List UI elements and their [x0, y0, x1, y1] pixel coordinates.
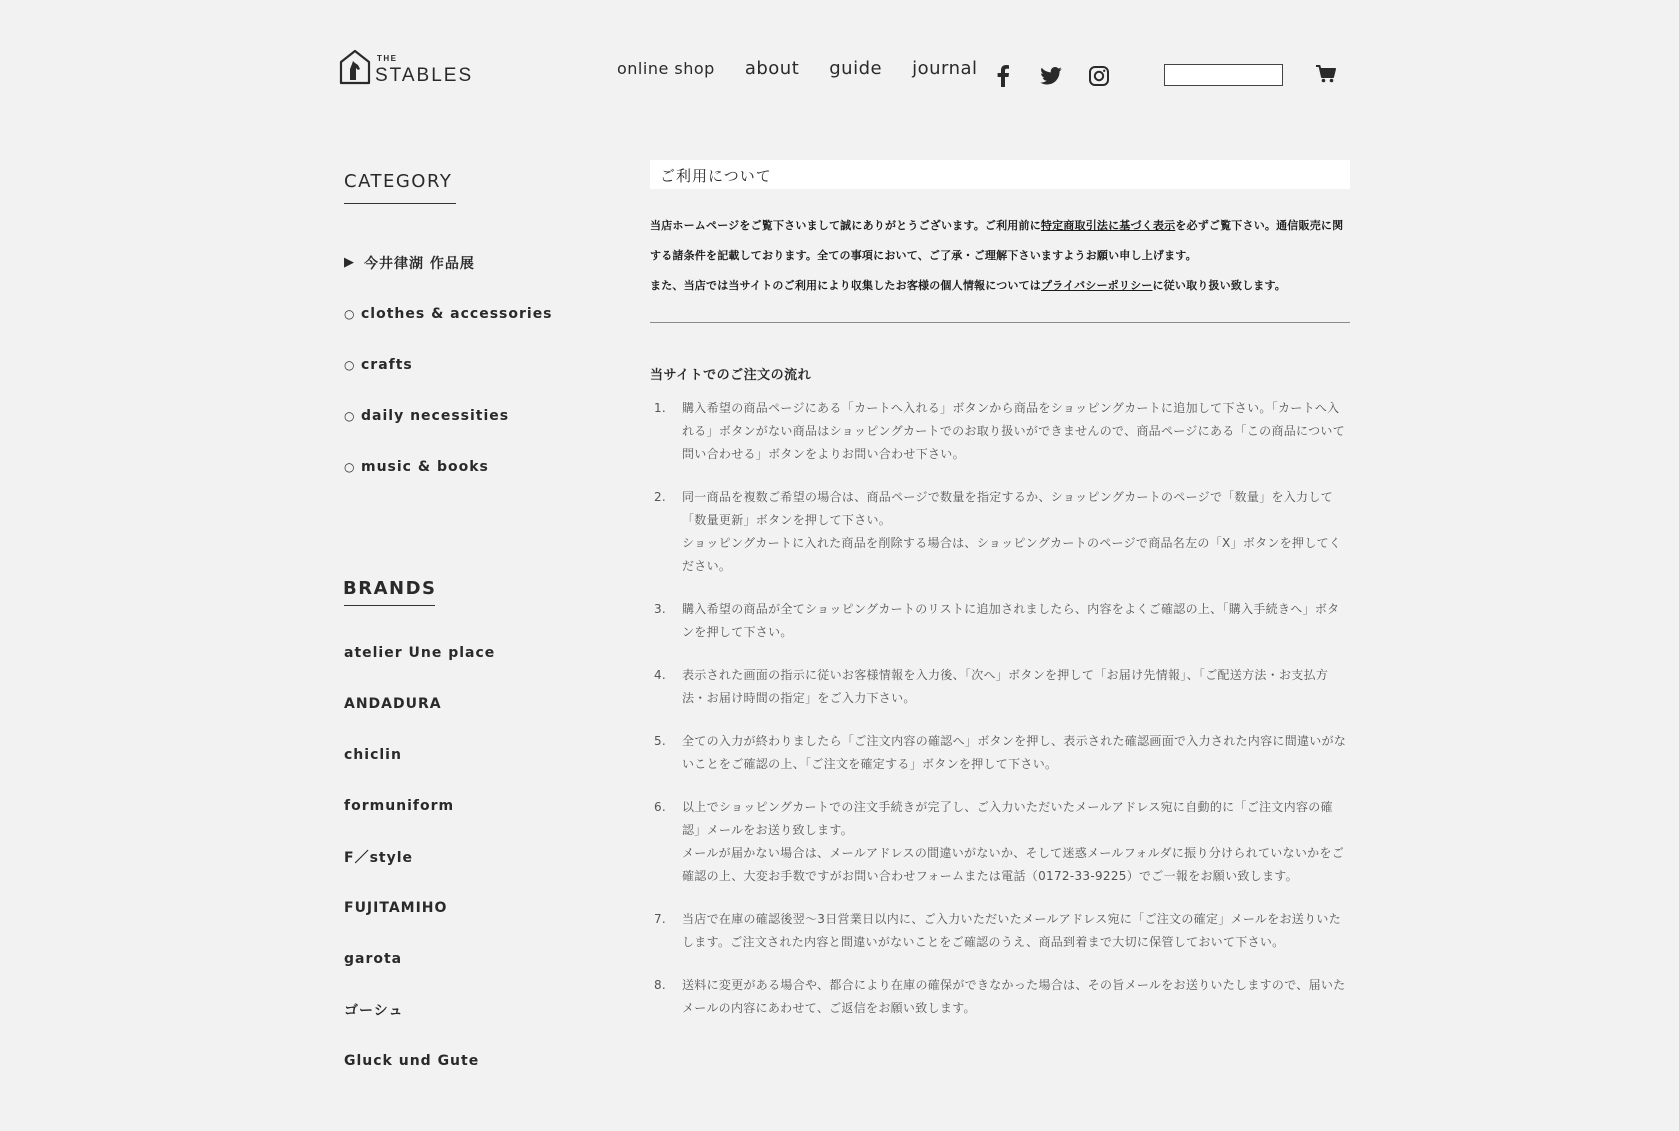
- category-item: [344, 237, 553, 288]
- brand-link[interactable]: Gluck und Gute: [344, 1052, 480, 1069]
- brand-item: [344, 1035, 495, 1086]
- step-number: 5.: [654, 734, 667, 748]
- category-list: [344, 237, 553, 492]
- step-text: 当店で在庫の確認後翌〜3日営業日以内に、ご入力いただいたメールアドレス宛に「ご注文の確定」メールをお送りいたします。ご注文された内容と間違いがないことをご確認のうえ、商品到着まで大切に保管しておいて下さい。: [682, 912, 1341, 949]
- category-link-daily[interactable]: [344, 408, 509, 424]
- brand-link[interactable]: chiclin: [344, 746, 402, 763]
- instagram-icon: [1089, 66, 1109, 86]
- brand-item: [344, 780, 495, 831]
- brand-item: [344, 984, 495, 1035]
- step-text: 以上でショッピングカートでの注文手続きが完了し、ご入力いただいたメールアドレス宛に自動的に「ご注文内容の確認」メールをお送り致します。: [682, 800, 1333, 837]
- step-number: 7.: [654, 912, 667, 926]
- step-number: 8.: [654, 978, 667, 992]
- category-link-active[interactable]: [344, 253, 475, 273]
- intro-text-segment: に従い取り扱い致します。: [1152, 279, 1286, 292]
- intro-paragraph-1: [650, 211, 1350, 271]
- cart-icon: [1316, 65, 1336, 83]
- facebook-icon: [996, 65, 1010, 87]
- order-step: [650, 664, 1350, 710]
- nav-online-shop[interactable]: online shop: [617, 59, 715, 78]
- order-step: [650, 908, 1350, 954]
- order-flow-heading: 当サイトでのご注文の流れ: [650, 368, 812, 383]
- nav-guide[interactable]: guide: [829, 58, 883, 79]
- facebook-link[interactable]: [996, 64, 1010, 88]
- horse-stable-icon: [339, 49, 371, 85]
- category-heading: CATEGORY: [344, 171, 453, 192]
- brand-link[interactable]: ゴーシュ: [344, 1002, 404, 1019]
- step-text: ショッピングカートに入れた商品を削除する場合は、ショッピングカートのページで商品名左の「X」ボタンを押してください。: [682, 536, 1342, 573]
- brand-item: [344, 729, 495, 780]
- nav-about[interactable]: about: [744, 58, 800, 79]
- order-step: [650, 486, 1350, 578]
- order-step: [650, 397, 1350, 466]
- tokusho-link[interactable]: 特定商取引法に基づく表示: [1040, 219, 1176, 232]
- order-steps-list: [650, 397, 1350, 1020]
- brands-heading: BRANDS: [343, 578, 437, 599]
- intro-text-segment: また、当店では当サイトのご利用により収集したお客様の個人情報については: [650, 279, 1042, 292]
- cart-button[interactable]: [1316, 65, 1336, 87]
- page-title: ご利用について: [650, 160, 1350, 189]
- category-label: 今井律湖 作品展: [364, 255, 475, 272]
- order-step: [650, 974, 1350, 1020]
- order-step: [650, 598, 1350, 644]
- brand-link[interactable]: ANDADURA: [344, 695, 442, 712]
- intro-text-segment: を必ずご覧下さい。通信販売に関する諸条件を記載しております。全ての事項において、ご了承・ご理解下さいますようお願い申し上げます。: [650, 219, 1344, 262]
- intro-text-segment: 当店ホームページをご覧下さいまして誠にありがとうございます。ご利用前に: [650, 219, 1041, 232]
- step-number: 6.: [654, 800, 667, 814]
- category-label: clothes & accessories: [361, 305, 553, 322]
- search-input[interactable]: [1164, 64, 1283, 86]
- circle-icon: ○: [344, 408, 356, 423]
- brand-list: [344, 627, 495, 1086]
- step-number: 4.: [654, 668, 667, 682]
- brand-item: [344, 831, 495, 882]
- brand-item: [344, 627, 495, 678]
- category-item: [344, 441, 553, 492]
- logo-name-text: STABLES: [375, 65, 474, 86]
- brand-link[interactable]: formuniform: [344, 797, 455, 814]
- category-item: [344, 288, 553, 339]
- brand-link[interactable]: garota: [344, 950, 403, 967]
- instagram-link[interactable]: [1089, 64, 1109, 88]
- nav-journal[interactable]: journal: [912, 58, 978, 79]
- category-link-music-books[interactable]: [344, 459, 489, 475]
- step-text: 購入希望の商品が全てショッピングカートのリストに追加されましたら、内容をよくご確認の上、「購入手続きへ」ボタンを押して下さい。: [682, 602, 1340, 639]
- main-nav: [617, 58, 978, 79]
- brand-item: [344, 678, 495, 729]
- logo-the-text: THE: [377, 54, 398, 63]
- step-text: 全ての入力が終わりましたら「ご注文内容の確認へ」ボタンを押し、表示された確認画面で入力された内容に間違いがないことをご確認の上、「ご注文を確定する」ボタンを押して下さい。: [682, 734, 1347, 771]
- step-number: 1.: [654, 401, 667, 415]
- step-text: 表示された画面の指示に従いお客様情報を入力後、「次へ」ボタンを押して「お届け先情報」、「ご配送方法・お支払方法・お届け時間の指定」をご入力下さい。: [682, 668, 1329, 705]
- site-logo[interactable]: [339, 47, 473, 85]
- section-divider: [650, 322, 1350, 323]
- brand-item: [344, 882, 495, 933]
- category-label: daily necessities: [361, 407, 510, 424]
- brand-item: [344, 933, 495, 984]
- brand-link[interactable]: FUJITAMIHO: [344, 899, 448, 916]
- circle-icon: ○: [344, 459, 356, 474]
- step-text: メールが届かない場合は、メールアドレスの間違いがないか、そして迷惑メールフォルダに振り分けられていないかをご確認の上、大変お手数ですがお問い合わせフォームまたは電話（0172-33-9225）でご一報をお願い致します。: [682, 846, 1345, 883]
- step-number: 2.: [654, 490, 667, 504]
- circle-icon: ○: [344, 357, 356, 372]
- category-item: [344, 339, 553, 390]
- circle-icon: ○: [344, 306, 356, 321]
- category-link-clothes[interactable]: [344, 306, 553, 322]
- brand-link[interactable]: F／style: [344, 849, 414, 866]
- twitter-link[interactable]: [1040, 64, 1062, 88]
- step-text: 送料に変更がある場合や、都合により在庫の確保ができなかった場合は、その旨メールをお送りいたしますので、届いたメールの内容にあわせて、ご返信をお願い致します。: [682, 978, 1346, 1015]
- category-heading-underline: [344, 203, 456, 204]
- twitter-icon: [1040, 67, 1062, 85]
- step-text: 購入希望の商品ページにある「カートへ入れる」ボタンから商品をショッピングカートに追加して下さい。「カートへ入れる」ボタンがない商品はショッピングカートでのお取り扱いができませんので、商品ページにある「この商品について問い合わせる」ボタンをよりお問い合わせ下さい。: [682, 401, 1346, 461]
- category-link-crafts[interactable]: [344, 357, 413, 373]
- intro-paragraph-2: [650, 271, 1350, 301]
- intro-text: [650, 211, 1350, 301]
- brands-heading-underline: [344, 605, 435, 606]
- category-label: crafts: [361, 356, 413, 373]
- main-content: [650, 160, 1350, 1040]
- triangle-right-icon: ▶: [344, 255, 355, 270]
- brand-link[interactable]: atelier Une place: [344, 644, 496, 661]
- category-item: [344, 390, 553, 441]
- category-label: music & books: [361, 458, 489, 475]
- order-step: [650, 796, 1350, 888]
- order-step: [650, 730, 1350, 776]
- step-number: 3.: [654, 602, 667, 616]
- step-text: 同一商品を複数ご希望の場合は、商品ページで数量を指定するか、ショッピングカートのページで「数量」を入力して「数量更新」ボタンを押して下さい。: [682, 490, 1333, 527]
- privacy-policy-link[interactable]: プライバシーポリシー: [1041, 279, 1153, 292]
